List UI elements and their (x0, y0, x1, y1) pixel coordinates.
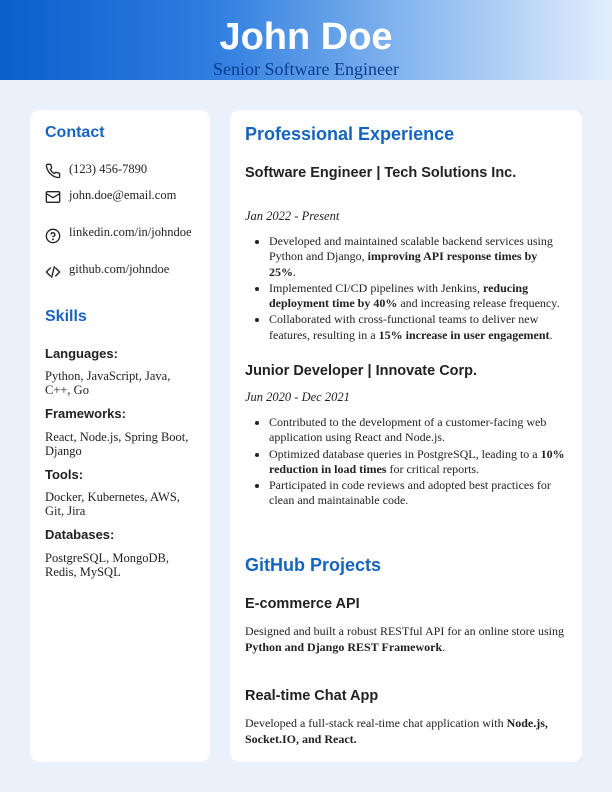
skill-label-frameworks: Frameworks: (45, 406, 126, 421)
skills-heading: Skills (45, 308, 87, 325)
experience-heading: Professional Experience (245, 124, 455, 144)
header-banner (0, 0, 612, 80)
job-title-2: Junior Developer | Innovate Corp. (245, 363, 478, 379)
phone-icon (45, 163, 61, 179)
list-item: • Optimized database queries in PostgreSQL, leading to a 10% reduction in load times for critical reports. (269, 447, 567, 478)
list-item: • Contributed to the development of a customer-facing web application using React and Node.js. (269, 415, 567, 446)
question-circle-icon (45, 228, 61, 244)
skill-value-languages: Python, JavaScript, Java, C++, Go (45, 369, 171, 397)
job-dates-2: Jun 2020 - Dec 2021 (245, 390, 350, 404)
project-title-2: Real-time Chat App (245, 688, 379, 704)
contact-email[interactable] (45, 188, 200, 205)
linkedin-link[interactable]: linkedin.com/in/johndoe (69, 225, 192, 239)
skill-label-tools: Tools: (45, 467, 84, 482)
envelope-icon (45, 189, 61, 205)
list-item: • Collaborated with cross-functional teams to deliver new features, resulting in a 15% increase in user engagement. (269, 312, 567, 343)
job-dates-1: Jan 2022 - Present (245, 209, 340, 223)
job-bullets-2 (245, 415, 567, 510)
candidate-name: John Doe (219, 16, 393, 58)
skill-label-languages: Languages: (45, 346, 118, 361)
list-item: • Developed and maintained scalable backend services using Python and Django, improving API response times by 25%. (269, 234, 567, 280)
projects-heading: GitHub Projects (245, 555, 382, 575)
contact-phone (45, 162, 200, 179)
project-title-1: E-commerce API (245, 596, 360, 612)
skill-value-tools: Docker, Kubernetes, AWS, Git, Jira (45, 490, 180, 518)
list-item: • Participated in code reviews and adopted best practices for clean and maintainable code. (269, 478, 567, 509)
github-link[interactable]: github.com/johndoe (69, 262, 170, 276)
list-item: • Implemented CI/CD pipelines with Jenkins, reducing deployment time by 40% and increasing release frequency. (269, 281, 567, 312)
project-desc-2: Developed a full-stack real-time chat application with Node.js, Socket.IO, and React. (245, 716, 548, 746)
project-desc-1: Designed and built a robust RESTful API for an online store using Python and Django REST Framework. (245, 624, 564, 654)
phone-text: (123) 456-7890 (69, 162, 148, 176)
sidebar-card (30, 110, 210, 762)
contact-github[interactable] (45, 262, 200, 280)
main-card (230, 110, 582, 762)
job-bullets-1 (245, 234, 567, 344)
email-link[interactable]: john.doe@email.com (69, 188, 177, 202)
contact-linkedin[interactable] (45, 225, 200, 244)
skill-value-frameworks: React, Node.js, Spring Boot, Django (45, 430, 189, 458)
skill-value-databases: PostgreSQL, MongoDB, Redis, MySQL (45, 551, 169, 579)
candidate-title: Senior Software Engineer (213, 59, 399, 79)
job-title-1: Software Engineer | Tech Solutions Inc. (245, 165, 517, 181)
skill-label-databases: Databases: (45, 527, 115, 542)
contact-heading: Contact (45, 124, 105, 141)
code-icon (45, 264, 61, 280)
